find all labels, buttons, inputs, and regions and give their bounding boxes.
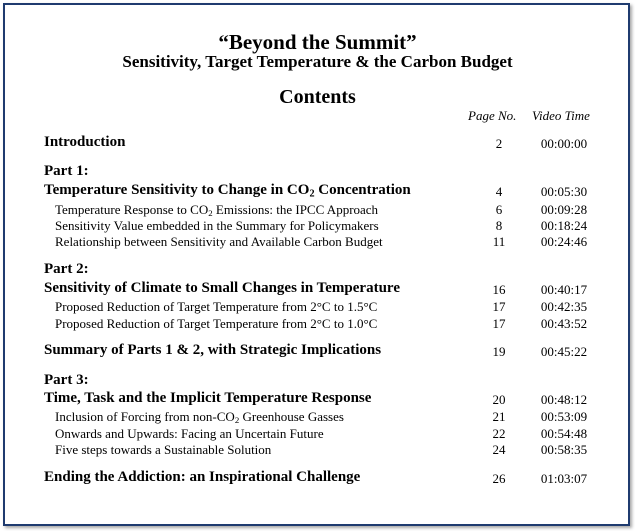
entry-label: Proposed Reduction of Target Temperature from 2°C to 1.5°C xyxy=(55,299,378,314)
entry-label: Relationship between Sensitivity and Available Carbon Budget xyxy=(55,234,383,249)
entry-label: Introduction xyxy=(44,134,126,150)
part-label: Part 3: xyxy=(44,372,89,388)
entry-time: 00:05:30 xyxy=(540,184,588,199)
document-subtitle: Sensitivity, Target Temperature & the Carbon Budget xyxy=(122,52,513,71)
entry-label: Sensitivity of Climate to Small Changes in Temperature xyxy=(44,280,400,296)
entry-label: Onwards and Upwards: Facing an Uncertain Future xyxy=(55,426,324,441)
entry-time: 00:18:24 xyxy=(540,218,588,233)
entry-page: 8 xyxy=(495,218,503,233)
part-1-label xyxy=(0,163,635,179)
entry-page: 24 xyxy=(492,442,506,457)
document-title: “Beyond the Summit” xyxy=(218,30,417,54)
entry-page: 4 xyxy=(495,184,503,199)
part-label: Part 2: xyxy=(44,261,89,277)
entry-label: Proposed Reduction of Target Temperature from 2°C to 1.0°C xyxy=(55,316,378,331)
entry-page: 16 xyxy=(492,282,506,297)
entry-page: 20 xyxy=(492,392,506,407)
toc-entry-summary[interactable] xyxy=(0,342,635,358)
toc-subentry[interactable] xyxy=(0,316,635,332)
entry-time: 00:53:09 xyxy=(540,409,588,424)
entry-page: 6 xyxy=(495,202,503,217)
toc-subentry[interactable] xyxy=(0,234,635,250)
toc-subentry[interactable] xyxy=(0,218,635,234)
entry-time: 00:48:12 xyxy=(540,392,588,407)
toc-subentry[interactable] xyxy=(0,426,635,442)
entry-label: Time, Task and the Implicit Temperature Response xyxy=(44,390,372,406)
entry-label: Ending the Addiction: an Inspirational Challenge xyxy=(44,469,361,485)
entry-page: 17 xyxy=(492,299,506,314)
toc-entry-part-3[interactable] xyxy=(0,390,635,406)
entry-page: 17 xyxy=(492,316,506,331)
part-3-label xyxy=(0,372,635,388)
entry-time: 00:09:28 xyxy=(540,202,588,217)
entry-time: 00:42:35 xyxy=(540,299,588,314)
toc-subentry[interactable] xyxy=(0,299,635,315)
entry-page: 21 xyxy=(492,409,506,424)
entry-time: 01:03:07 xyxy=(540,471,588,486)
entry-page: 2 xyxy=(495,136,503,151)
toc-subentry[interactable] xyxy=(0,409,635,425)
part-2-label xyxy=(0,261,635,277)
entry-time: 00:43:52 xyxy=(540,316,588,331)
entry-label: Sensitivity Value embedded in the Summary for Policymakers xyxy=(55,218,379,233)
entry-label: Five steps towards a Sustainable Solution xyxy=(55,442,272,457)
entry-page: 19 xyxy=(492,344,506,359)
entry-time: 00:40:17 xyxy=(540,282,588,297)
toc-entry-part-2[interactable] xyxy=(0,280,635,296)
toc-subentry[interactable] xyxy=(0,202,635,218)
entry-time: 00:45:22 xyxy=(540,344,588,359)
toc-subentry[interactable] xyxy=(0,442,635,458)
entry-time: 00:24:46 xyxy=(540,234,588,249)
entry-page: 11 xyxy=(492,234,506,249)
contents-heading: Contents xyxy=(279,86,356,108)
page-no-column-header: Page No. xyxy=(468,108,517,123)
toc-entry-ending[interactable] xyxy=(0,469,635,485)
toc-entry-introduction[interactable] xyxy=(0,134,635,150)
entry-time: 00:00:00 xyxy=(540,136,588,151)
entry-label: Temperature Response to $CO_2$ Emissions: the IPCC Approach xyxy=(55,202,379,219)
entry-time: 00:58:35 xyxy=(540,442,588,457)
part-label: Part 1: xyxy=(44,163,89,179)
entry-page: 26 xyxy=(492,471,506,486)
video-time-column-header: Video Time xyxy=(532,108,590,123)
entry-page: 22 xyxy=(492,426,506,441)
entry-label: Inclusion of Forcing from non-$CO_2$ Greenhouse Gasses xyxy=(55,409,344,426)
entry-label: Summary of Parts 1 & 2, with Strategic Implications xyxy=(44,342,382,358)
entry-time: 00:54:48 xyxy=(540,426,588,441)
entry-label: Temperature Sensitivity to Change in $CO_2$ Concentration xyxy=(44,182,411,200)
toc-entry-part-1[interactable] xyxy=(0,182,635,198)
